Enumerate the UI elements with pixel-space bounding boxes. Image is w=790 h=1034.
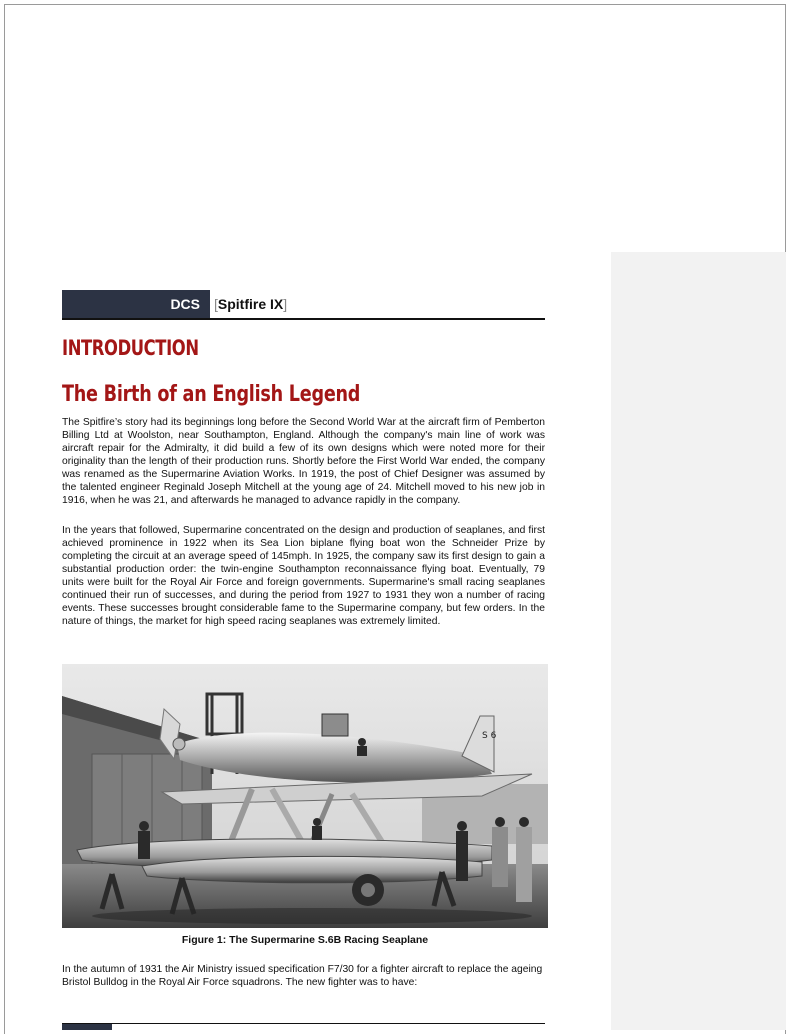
product-name: Spitfire IX xyxy=(217,296,284,312)
section-title: INTRODUCTION xyxy=(62,336,199,360)
figure-caption: Figure 1: The Supermarine S.6B Racing Seaplane xyxy=(181,934,429,946)
side-panel xyxy=(611,252,786,1030)
photo-illustration xyxy=(62,664,548,928)
bracket-close: ] xyxy=(283,296,288,312)
paragraph-1: The Spitfire’s story had its beginnings long before the Second World War at the aircraft firm of Pemberton Billing Ltd at Woolston, near Southampton, England. Although the company's main line of work was aircraft repair for the Admiralty, it did build a few of its own designs which were noted more for their originality than the length of their production runs. Shortly before the First World War ended, the company was renamed as the Supermarine Aviation Works. In 1919, the post of Chief Designer was assumed by the talented engineer Reginald Joseph Mitchell at the young age of 24. Mitchell moved to his new job in 1916, when he was 21, and afterwards he managed to advance rapidly in the company. xyxy=(62,417,545,506)
bracket-open: [ xyxy=(214,296,218,312)
seaplane-photo xyxy=(62,664,548,928)
footer-tab xyxy=(62,1024,112,1030)
paragraph-3: In the autumn of 1931 the Air Ministry issued specification F7/30 for a fighter aircraft to replace the ageing Bristol Bulldog in the Royal Air Force squadrons. The new fighter was to have: xyxy=(62,964,543,988)
paragraph-2: In the years that followed, Supermarine concentrated on the design and production of seaplanes, and first achieved prominence in 1922 when its Sea Lion biplane flying boat won the Schneider Prize by completing the circuit at an average speed of 145mph. In 1925, the company saw its first design to gain a substantial production order: the twin-engine Southampton reconnaissance flying boat. Eventually, 79 units were built for the Royal Air Force and foreign governments. Supermarine's small racing seaplanes continued their run of successes, and during the period from 1927 to 1931 they won a number of racing events. These successes brought considerable fame to the Supermarine company, but few orders. In the nature of things, the market for high speed racing seaplanes was extremely limited. xyxy=(62,525,545,627)
tail-marking: S 6 xyxy=(482,731,497,741)
subsection-title: The Birth of an English Legend xyxy=(62,382,361,407)
header-dcs-label: DCS xyxy=(170,296,200,312)
footer-rule xyxy=(62,1023,545,1024)
running-header xyxy=(62,290,545,320)
header-product-title xyxy=(214,290,287,318)
